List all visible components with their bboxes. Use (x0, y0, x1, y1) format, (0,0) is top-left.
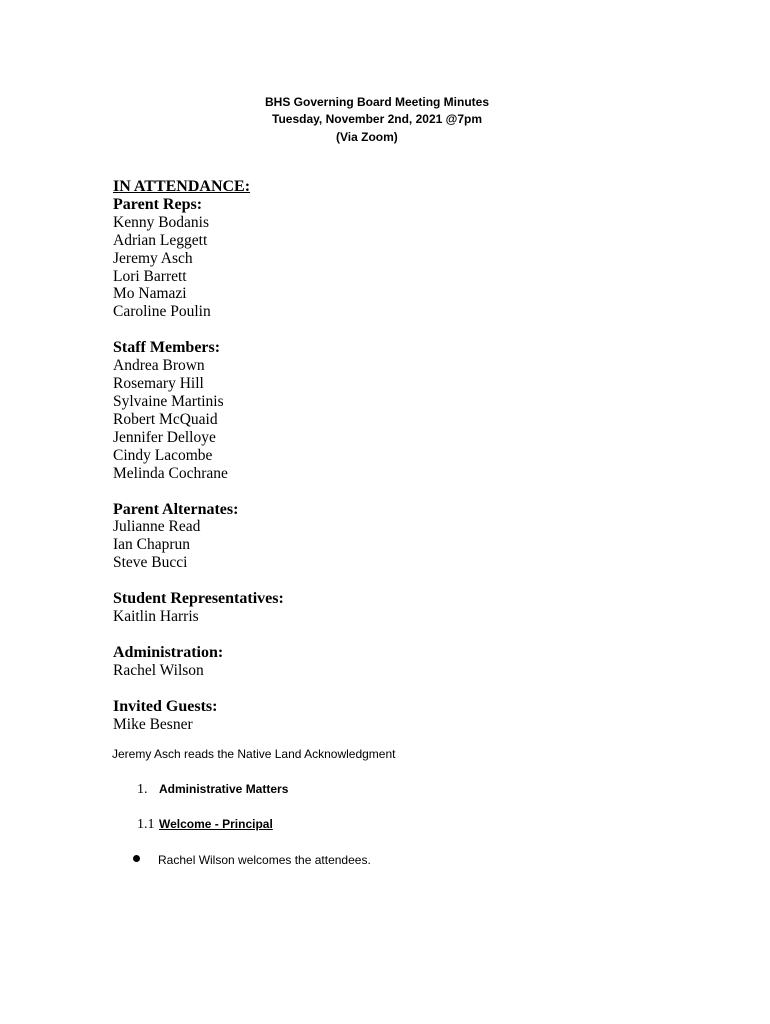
attendance-section (113, 178, 284, 734)
meeting-date: Tuesday, November 2nd, 2021 @7pm (272, 112, 482, 126)
bullet-icon (133, 855, 140, 862)
group-staff-members (113, 339, 284, 482)
attendee-name: Ian Chaprun (113, 536, 191, 554)
attendance-title: IN ATTENDANCE: (113, 178, 251, 195)
agenda-item-label: Administrative Matters (159, 782, 289, 796)
land-acknowledgment: Jeremy Asch reads the Native Land Acknowledgment (112, 747, 396, 761)
attendee-name: Lori Barrett (113, 267, 187, 285)
attendee-name: Kaitlin Harris (113, 608, 199, 626)
agenda-item-number: 1.1 (137, 817, 155, 832)
attendee-name: Melinda Cochrane (113, 464, 228, 482)
meeting-venue: (Via Zoom) (336, 130, 398, 144)
attendee-name: Cindy Lacombe (113, 446, 213, 464)
group-invited-guests (113, 698, 284, 734)
attendee-name: Mo Namazi (113, 285, 187, 303)
group-heading: Invited Guests: (113, 697, 218, 715)
group-parent-alternates (113, 501, 284, 573)
bullet-text: Rachel Wilson welcomes the attendees. (158, 853, 371, 867)
attendee-name: Jennifer Delloye (113, 428, 216, 446)
group-administration (113, 644, 284, 680)
group-heading: Student Representatives: (113, 590, 284, 608)
attendee-name: Rosemary Hill (113, 375, 204, 393)
attendee-name: Jeremy Asch (113, 249, 193, 267)
attendee-name: Caroline Poulin (113, 303, 211, 321)
group-heading: Administration: (113, 643, 224, 661)
attendee-name: Robert McQuaid (113, 410, 218, 428)
agenda-item-1-1 (137, 817, 273, 833)
agenda-item-label: Welcome - Principal (159, 817, 273, 831)
group-heading: Parent Alternates: (113, 500, 239, 518)
attendee-name: Steve Bucci (113, 554, 188, 572)
agenda-item-number: 1. (137, 782, 148, 797)
group-parent-reps (113, 196, 284, 321)
attendee-name: Andrea Brown (113, 357, 205, 375)
agenda-item-1 (137, 782, 288, 798)
attendee-name: Mike Besner (113, 715, 193, 733)
attendee-name: Sylvaine Martinis (113, 392, 224, 410)
bullet-item (133, 853, 371, 867)
attendee-name: Rachel Wilson (113, 661, 204, 679)
attendee-name: Kenny Bodanis (113, 213, 210, 231)
document-title: BHS Governing Board Meeting Minutes (265, 95, 490, 109)
group-heading: Parent Reps: (113, 195, 203, 213)
group-heading: Staff Members: (113, 339, 221, 357)
attendee-name: Adrian Leggett (113, 231, 208, 249)
group-student-representatives (113, 590, 284, 626)
attendee-name: Julianne Read (113, 518, 201, 536)
